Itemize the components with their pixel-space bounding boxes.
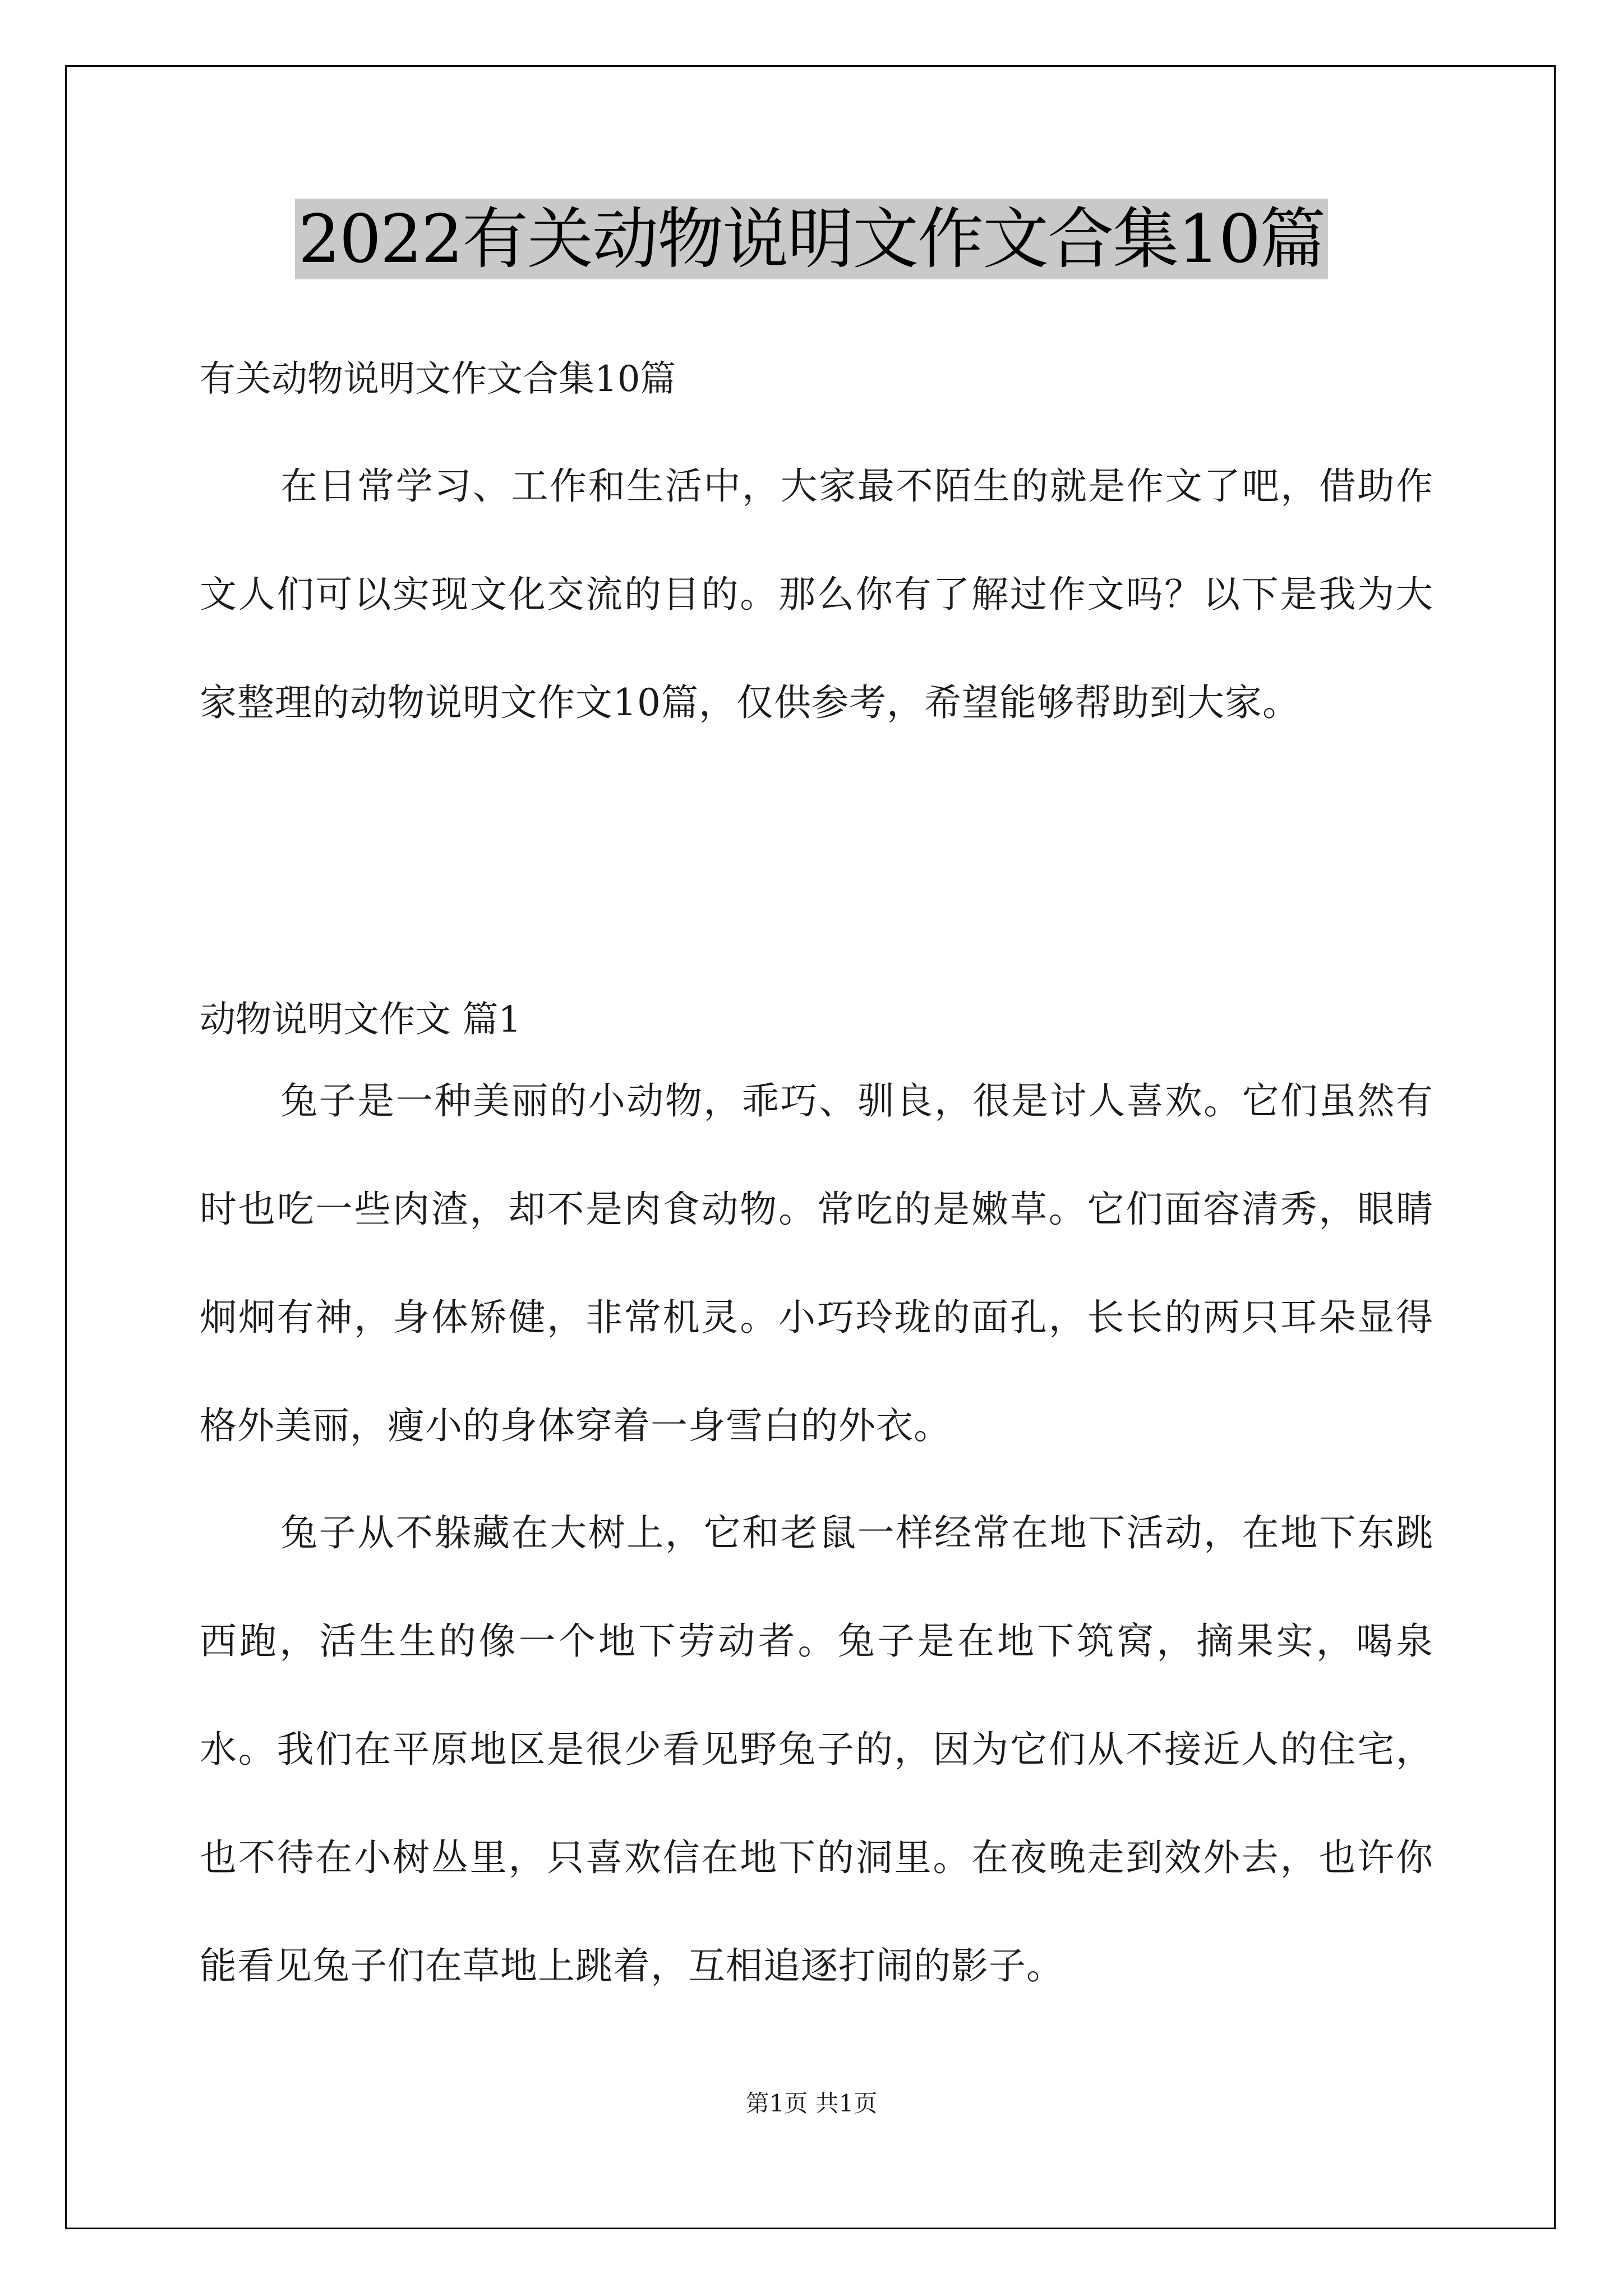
document-subtitle: 有关动物说明文作文合集10篇 bbox=[200, 358, 676, 400]
section-paragraph: 兔子是一种美丽的小动物，乖巧、驯良，很是讨人喜欢。它们虽然有时也吃一些肉渣，却不是肉食动物。常吃的是嫩草。它们面容清秀，眼睛炯炯有神，身体矫健，非常机灵。小巧玲珑的面孔，长长的两只耳朵显得格外美丽，瘦小的身体穿着一身雪白的外衣。 bbox=[200, 1079, 1433, 1447]
document-title: 2022有关动物说明文作文合集10篇 bbox=[295, 199, 1328, 279]
intro-paragraph: 在日常学习、工作和生活中，大家最不陌生的就是作文了吧，借助作文人们可以实现文化交流的目的。那么你有了解过作文吗？以下是我为大家整理的动物说明文作文10篇，仅供参考，希望能够帮助到大家。 bbox=[200, 464, 1433, 724]
page-footer: 第1页 共1页 bbox=[745, 2090, 878, 2117]
section-heading: 动物说明文作文 篇1 bbox=[200, 999, 522, 1041]
title-container bbox=[0, 199, 1623, 279]
section-paragraph: 兔子从不躲藏在大树上，它和老鼠一样经常在地下活动，在地下东跳西跑，活生生的像一个地下劳动者。兔子是在地下筑窝，摘果实，喝泉水。我们在平原地区是很少看见野兔子的，因为它们从不接近人的住宅，也不待在小树丛里，只喜欢信在地下的洞里。在夜晚走到效外去，也许你能看见兔子们在草地上跳着，互相追逐打闹的影子。 bbox=[200, 1511, 1433, 1987]
